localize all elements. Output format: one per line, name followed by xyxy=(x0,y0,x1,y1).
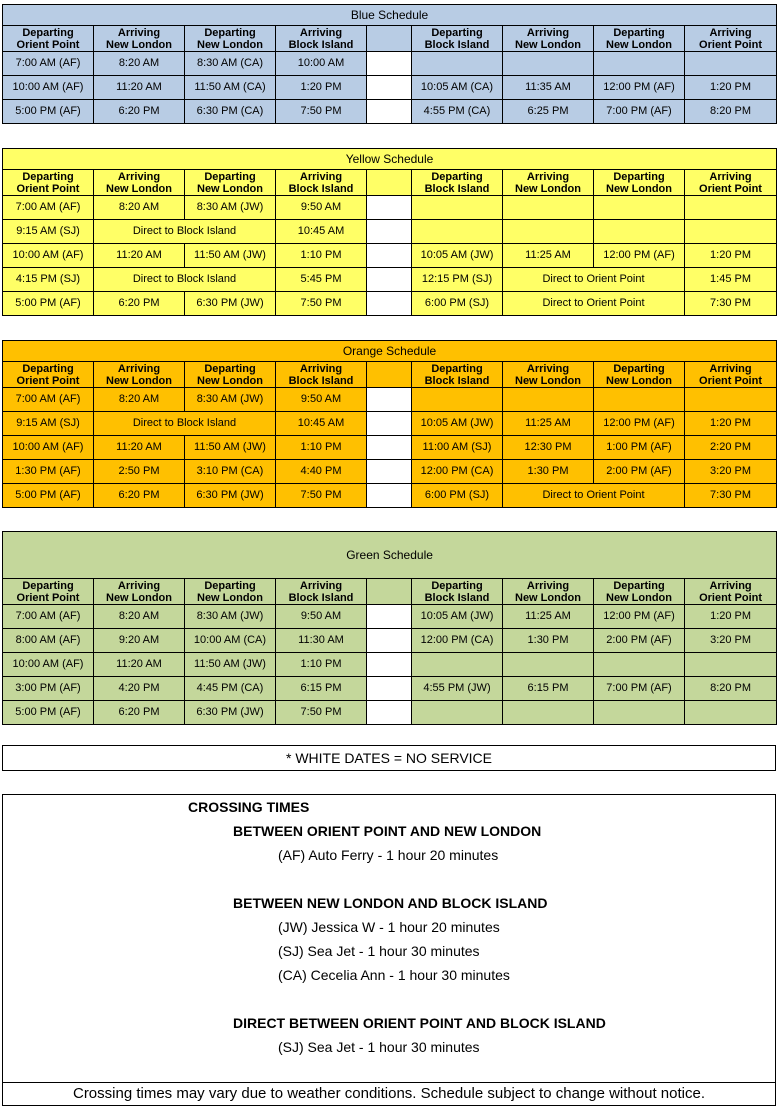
cell: 10:00 AM (CA) xyxy=(185,629,276,653)
cell: 7:50 PM xyxy=(276,100,367,124)
cell-direct: Direct to Block Island xyxy=(94,412,276,436)
cell xyxy=(503,52,594,76)
cell: 5:45 PM xyxy=(276,268,367,292)
cell: 7:30 PM xyxy=(685,292,777,316)
cell: 5:00 PM (AF) xyxy=(3,701,94,725)
cell: 1:20 PM xyxy=(685,244,777,268)
cell: 8:30 AM (CA) xyxy=(185,52,276,76)
cell: 11:25 AM xyxy=(503,412,594,436)
cell: 2:50 PM xyxy=(94,460,185,484)
cell: 12:00 PM (AF) xyxy=(594,76,685,100)
cell xyxy=(412,653,503,677)
cell: 12:00 PM (CA) xyxy=(412,629,503,653)
cell: 11:20 AM xyxy=(94,244,185,268)
cell: 1:10 PM xyxy=(276,244,367,268)
cell: 9:50 AM xyxy=(276,605,367,629)
cell: 1:10 PM xyxy=(276,653,367,677)
cell: 1:30 PM xyxy=(503,629,594,653)
cell: 1:30 PM (AF) xyxy=(3,460,94,484)
cell: 7:00 AM (AF) xyxy=(3,52,94,76)
header-arrive-newlondon: Arriving New London xyxy=(94,26,185,52)
table-row xyxy=(3,605,777,629)
crossing-item: (AF) Auto Ferry - 1 hour 20 minutes xyxy=(278,847,499,863)
cell: 9:15 AM (SJ) xyxy=(3,412,94,436)
cell xyxy=(594,701,685,725)
table-row xyxy=(3,388,777,412)
table-row xyxy=(3,244,777,268)
cell xyxy=(503,701,594,725)
cell: 11:25 AM xyxy=(503,244,594,268)
cell: 7:50 PM xyxy=(276,484,367,508)
section-heading: BETWEEN NEW LONDON AND BLOCK ISLAND xyxy=(233,895,548,911)
cell: 12:30 PM xyxy=(503,436,594,460)
header-depart-newlondon-return: Departing New London xyxy=(594,170,685,196)
crossing-item: (CA) Cecelia Ann - 1 hour 30 minutes xyxy=(278,967,510,983)
header-arrive-orient: Arriving Orient Point xyxy=(685,579,777,605)
section-heading: DIRECT BETWEEN ORIENT POINT AND BLOCK ISLAND xyxy=(233,1015,606,1031)
cell: 10:05 AM (JW) xyxy=(412,605,503,629)
header-arrive-blockisland: Arriving Block Island xyxy=(276,362,367,388)
cell xyxy=(412,388,503,412)
cell: 1:10 PM xyxy=(276,436,367,460)
blue-schedule-table xyxy=(2,4,777,124)
cell: 12:15 PM (SJ) xyxy=(412,268,503,292)
table-row xyxy=(3,460,777,484)
header-arrive-blockisland: Arriving Block Island xyxy=(276,170,367,196)
cell: 12:00 PM (AF) xyxy=(594,605,685,629)
cell-direct: Direct to Orient Point xyxy=(503,268,685,292)
header-depart-newlondon-return: Departing New London xyxy=(594,362,685,388)
cell: 7:00 AM (AF) xyxy=(3,605,94,629)
cell: 10:00 AM xyxy=(276,52,367,76)
cell-spacer xyxy=(367,52,412,76)
cell-direct: Direct to Block Island xyxy=(94,268,276,292)
cell xyxy=(685,388,777,412)
header-depart-newlondon-return: Departing New London xyxy=(594,26,685,52)
header-spacer xyxy=(367,362,412,388)
cell xyxy=(503,653,594,677)
cell: 11:50 AM (JW) xyxy=(185,653,276,677)
header-depart-orient: Departing Orient Point xyxy=(3,26,94,52)
table-row xyxy=(3,220,777,244)
cell xyxy=(503,388,594,412)
cell: 1:00 PM (AF) xyxy=(594,436,685,460)
header-depart-blockisland: Departing Block Island xyxy=(412,579,503,605)
cell: 4:55 PM (CA) xyxy=(412,100,503,124)
cell: 7:50 PM xyxy=(276,701,367,725)
header-arrive-newlondon: Arriving New London xyxy=(94,362,185,388)
cell: 11:30 AM xyxy=(276,629,367,653)
crossing-item: (SJ) Sea Jet - 1 hour 30 minutes xyxy=(278,1039,480,1055)
cell: 7:30 PM xyxy=(685,484,777,508)
cell xyxy=(685,52,777,76)
green-schedule-table xyxy=(2,531,777,725)
header-depart-orient: Departing Orient Point xyxy=(3,362,94,388)
cell xyxy=(594,196,685,220)
cell xyxy=(594,388,685,412)
header-spacer xyxy=(367,170,412,196)
cell: 11:20 AM xyxy=(94,436,185,460)
table-row xyxy=(3,484,777,508)
cell: 3:20 PM xyxy=(685,460,777,484)
cell: 7:50 PM xyxy=(276,292,367,316)
cell: 10:00 AM (AF) xyxy=(3,653,94,677)
cell: 7:00 PM (AF) xyxy=(594,677,685,701)
cell-spacer xyxy=(367,292,412,316)
cell: 6:20 PM xyxy=(94,292,185,316)
cell: 6:20 PM xyxy=(94,701,185,725)
table-row xyxy=(3,436,777,460)
cell: 3:00 PM (AF) xyxy=(3,677,94,701)
cell: 8:20 AM xyxy=(94,605,185,629)
cell: 6:15 PM xyxy=(276,677,367,701)
cell: 10:45 AM xyxy=(276,220,367,244)
schedule-title: Green Schedule xyxy=(3,532,777,579)
header-arrive-newlondon-return: Arriving New London xyxy=(503,579,594,605)
cell: 9:50 AM xyxy=(276,196,367,220)
cell: 10:00 AM (AF) xyxy=(3,244,94,268)
cell-spacer xyxy=(367,412,412,436)
cell-spacer xyxy=(367,244,412,268)
cell: 7:00 AM (AF) xyxy=(3,196,94,220)
table-row xyxy=(3,76,777,100)
cell: 4:55 PM (JW) xyxy=(412,677,503,701)
cell xyxy=(685,220,777,244)
cell: 6:30 PM (JW) xyxy=(185,292,276,316)
cell: 4:15 PM (SJ) xyxy=(3,268,94,292)
cell-spacer xyxy=(367,653,412,677)
header-depart-blockisland: Departing Block Island xyxy=(412,170,503,196)
cell: 10:00 AM (AF) xyxy=(3,76,94,100)
header-spacer xyxy=(367,579,412,605)
cell: 8:30 AM (JW) xyxy=(185,196,276,220)
cell: 9:20 AM xyxy=(94,629,185,653)
cell: 6:15 PM xyxy=(503,677,594,701)
crossing-item: (SJ) Sea Jet - 1 hour 30 minutes xyxy=(278,943,480,959)
header-depart-orient: Departing Orient Point xyxy=(3,579,94,605)
cell: 5:00 PM (AF) xyxy=(3,292,94,316)
cell xyxy=(685,653,777,677)
cell: 6:30 PM (JW) xyxy=(185,701,276,725)
cell-spacer xyxy=(367,701,412,725)
header-arrive-newlondon: Arriving New London xyxy=(94,579,185,605)
cell xyxy=(594,653,685,677)
table-row xyxy=(3,196,777,220)
cell: 12:00 PM (AF) xyxy=(594,412,685,436)
cell: 3:20 PM xyxy=(685,629,777,653)
cell: 2:20 PM xyxy=(685,436,777,460)
cell: 6:25 PM xyxy=(503,100,594,124)
cell xyxy=(594,220,685,244)
cell: 7:00 AM (AF) xyxy=(3,388,94,412)
schedule-title: Yellow Schedule xyxy=(3,149,777,170)
cell xyxy=(412,220,503,244)
cell xyxy=(685,701,777,725)
crossing-times-box xyxy=(2,794,776,1106)
cell xyxy=(503,220,594,244)
cell: 9:50 AM xyxy=(276,388,367,412)
cell: 12:00 PM (CA) xyxy=(412,460,503,484)
cell-spacer xyxy=(367,460,412,484)
cell xyxy=(503,196,594,220)
cell xyxy=(685,196,777,220)
header-arrive-newlondon-return: Arriving New London xyxy=(503,170,594,196)
header-arrive-orient: Arriving Orient Point xyxy=(685,170,777,196)
cell-spacer xyxy=(367,436,412,460)
table-row xyxy=(3,412,777,436)
header-spacer xyxy=(367,26,412,52)
cell: 1:20 PM xyxy=(685,412,777,436)
header-arrive-orient: Arriving Orient Point xyxy=(685,26,777,52)
cell: 11:20 AM xyxy=(94,653,185,677)
cell xyxy=(412,52,503,76)
cell: 8:20 AM xyxy=(94,388,185,412)
cell: 5:00 PM (AF) xyxy=(3,484,94,508)
cell: 6:00 PM (SJ) xyxy=(412,292,503,316)
cell: 2:00 PM (AF) xyxy=(594,629,685,653)
cell-spacer xyxy=(367,629,412,653)
header-depart-newlondon: Departing New London xyxy=(185,170,276,196)
cell: 11:20 AM xyxy=(94,76,185,100)
cell: 11:25 AM xyxy=(503,605,594,629)
cell: 3:10 PM (CA) xyxy=(185,460,276,484)
cell-spacer xyxy=(367,76,412,100)
cell-direct: Direct to Orient Point xyxy=(503,484,685,508)
header-arrive-orient: Arriving Orient Point xyxy=(685,362,777,388)
header-depart-newlondon: Departing New London xyxy=(185,26,276,52)
cell: 8:20 PM xyxy=(685,677,777,701)
cell: 6:00 PM (SJ) xyxy=(412,484,503,508)
header-arrive-blockisland: Arriving Block Island xyxy=(276,579,367,605)
cell: 1:20 PM xyxy=(276,76,367,100)
cell-spacer xyxy=(367,677,412,701)
cell: 8:20 PM xyxy=(685,100,777,124)
cell: 11:00 AM (SJ) xyxy=(412,436,503,460)
cell-spacer xyxy=(367,196,412,220)
cell: 11:35 AM xyxy=(503,76,594,100)
orange-schedule-table xyxy=(2,340,777,508)
yellow-schedule-table xyxy=(2,148,777,316)
cell xyxy=(594,52,685,76)
table-row xyxy=(3,677,777,701)
cell: 6:30 PM (CA) xyxy=(185,100,276,124)
cell-spacer xyxy=(367,605,412,629)
cell: 1:45 PM xyxy=(685,268,777,292)
crossing-title: CROSSING TIMES xyxy=(188,799,310,815)
header-arrive-newlondon: Arriving New London xyxy=(94,170,185,196)
cell-spacer xyxy=(367,220,412,244)
cell: 1:30 PM xyxy=(503,460,594,484)
cell: 10:05 AM (CA) xyxy=(412,76,503,100)
cell-direct: Direct to Orient Point xyxy=(503,292,685,316)
header-depart-blockisland: Departing Block Island xyxy=(412,26,503,52)
cell: 10:45 AM xyxy=(276,412,367,436)
schedule-title: Orange Schedule xyxy=(3,341,777,362)
table-row xyxy=(3,292,777,316)
section-heading: BETWEEN ORIENT POINT AND NEW LONDON xyxy=(233,823,542,839)
crossing-item: (JW) Jessica W - 1 hour 20 minutes xyxy=(278,919,500,935)
cell: 6:20 PM xyxy=(94,100,185,124)
disclaimer-footer: Crossing times may vary due to weather conditions. Schedule subject to change without notice. xyxy=(3,1082,775,1105)
header-depart-orient: Departing Orient Point xyxy=(3,170,94,196)
cell: 4:40 PM xyxy=(276,460,367,484)
cell: 4:20 PM xyxy=(94,677,185,701)
cell: 12:00 PM (AF) xyxy=(594,244,685,268)
cell: 10:00 AM (AF) xyxy=(3,436,94,460)
cell-spacer xyxy=(367,268,412,292)
cell-direct: Direct to Block Island xyxy=(94,220,276,244)
cell: 8:20 AM xyxy=(94,52,185,76)
cell: 6:20 PM xyxy=(94,484,185,508)
cell-spacer xyxy=(367,100,412,124)
cell: 1:20 PM xyxy=(685,76,777,100)
cell: 2:00 PM (AF) xyxy=(594,460,685,484)
cell: 11:50 AM (JW) xyxy=(185,244,276,268)
no-service-note: * WHITE DATES = NO SERVICE xyxy=(2,745,776,771)
header-depart-newlondon: Departing New London xyxy=(185,579,276,605)
cell: 5:00 PM (AF) xyxy=(3,100,94,124)
table-row xyxy=(3,52,777,76)
header-depart-newlondon: Departing New London xyxy=(185,362,276,388)
cell xyxy=(412,196,503,220)
header-arrive-newlondon-return: Arriving New London xyxy=(503,26,594,52)
header-arrive-blockisland: Arriving Block Island xyxy=(276,26,367,52)
header-depart-newlondon-return: Departing New London xyxy=(594,579,685,605)
table-row xyxy=(3,100,777,124)
cell: 6:30 PM (JW) xyxy=(185,484,276,508)
cell: 8:30 AM (JW) xyxy=(185,388,276,412)
cell: 8:30 AM (JW) xyxy=(185,605,276,629)
header-arrive-newlondon-return: Arriving New London xyxy=(503,362,594,388)
table-row xyxy=(3,629,777,653)
cell: 9:15 AM (SJ) xyxy=(3,220,94,244)
cell-spacer xyxy=(367,388,412,412)
table-row xyxy=(3,653,777,677)
table-row xyxy=(3,701,777,725)
cell: 8:20 AM xyxy=(94,196,185,220)
cell: 4:45 PM (CA) xyxy=(185,677,276,701)
cell: 1:20 PM xyxy=(685,605,777,629)
cell-spacer xyxy=(367,484,412,508)
cell: 8:00 AM (AF) xyxy=(3,629,94,653)
cell xyxy=(412,701,503,725)
cell: 7:00 PM (AF) xyxy=(594,100,685,124)
cell: 11:50 AM (JW) xyxy=(185,436,276,460)
cell: 10:05 AM (JW) xyxy=(412,244,503,268)
header-depart-blockisland: Departing Block Island xyxy=(412,362,503,388)
cell: 10:05 AM (JW) xyxy=(412,412,503,436)
table-row xyxy=(3,268,777,292)
schedule-title: Blue Schedule xyxy=(3,5,777,26)
cell: 11:50 AM (CA) xyxy=(185,76,276,100)
